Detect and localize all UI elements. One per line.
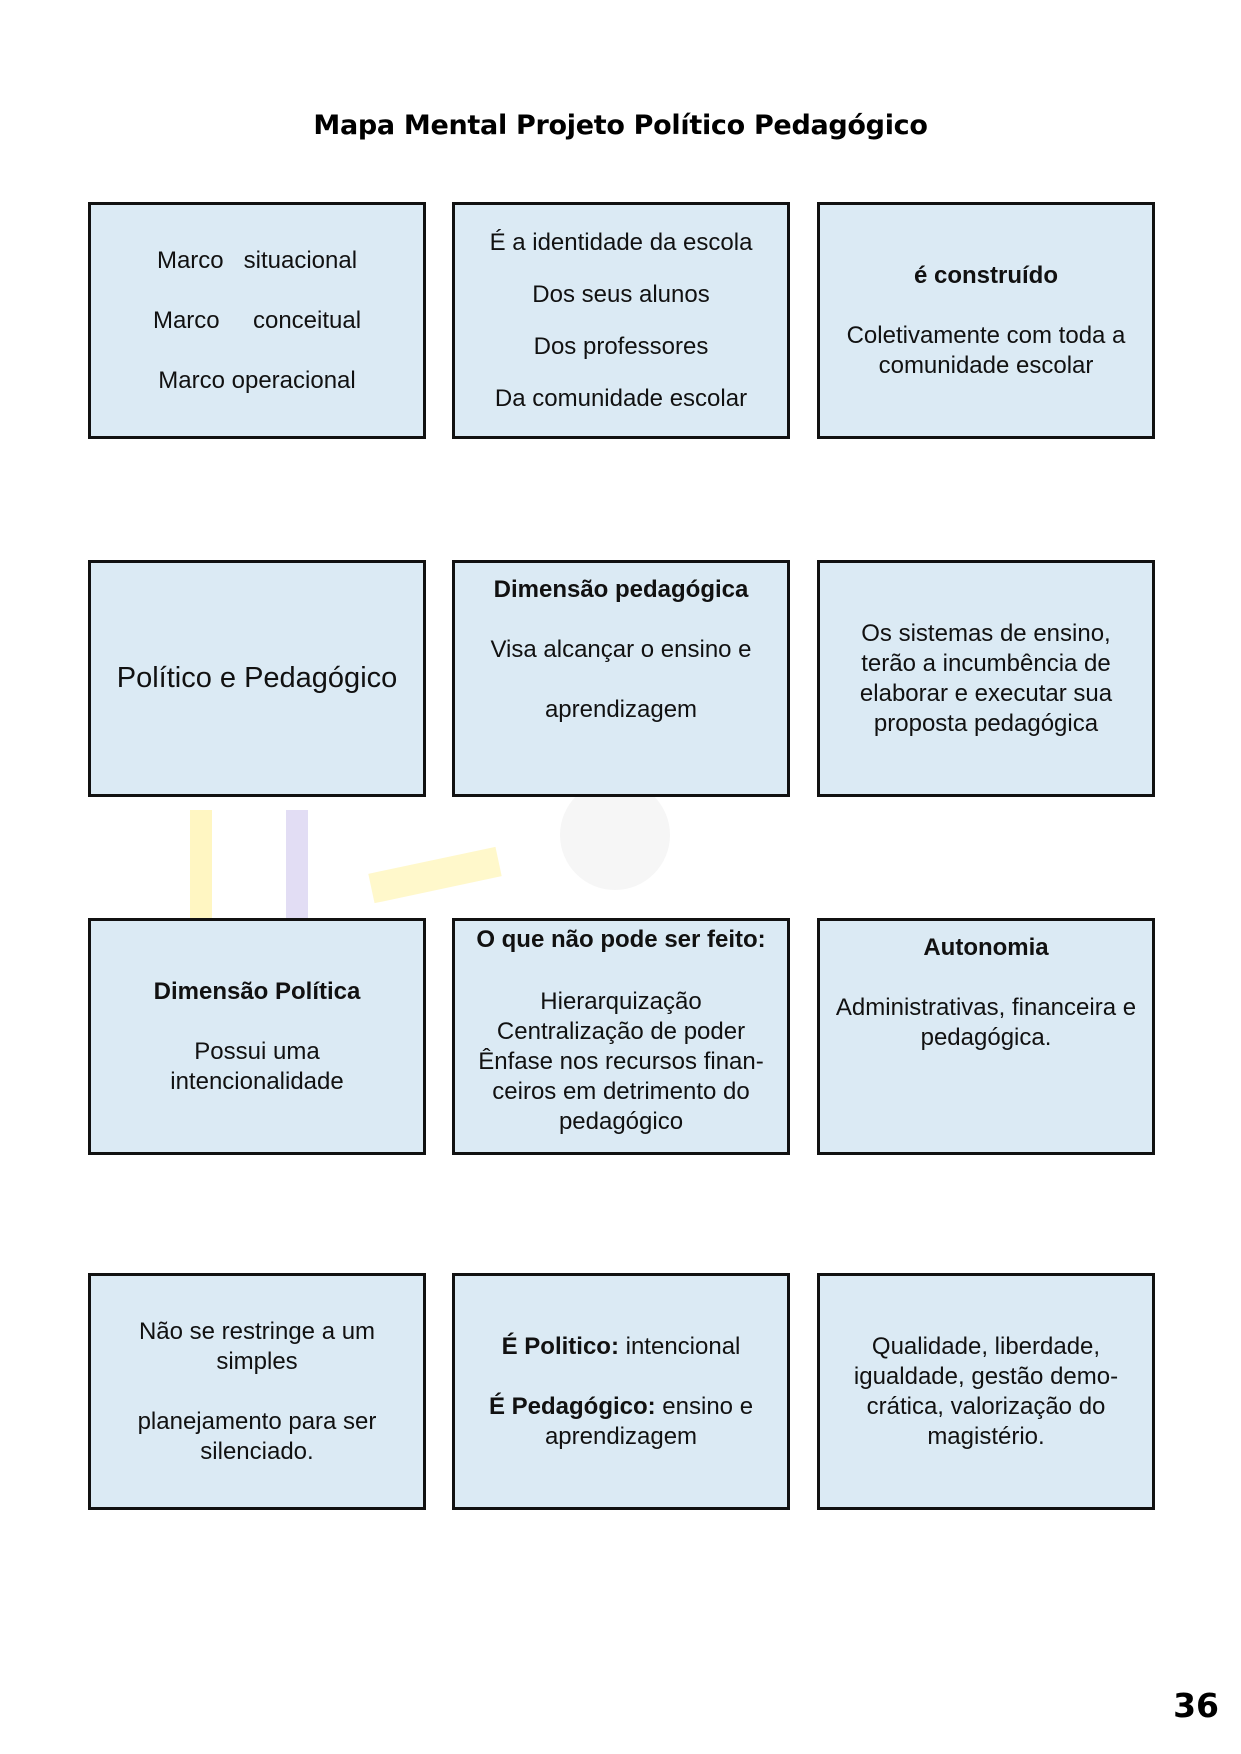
card-line: Dos seus alunos	[532, 280, 710, 308]
card-line: É a identidade da escola	[489, 228, 753, 256]
card-line: Visa alcançar o ensino e	[490, 636, 752, 663]
card-politico-pedagogico	[88, 560, 426, 797]
card-qualidade	[817, 1273, 1155, 1510]
card-text: Político e Pedagógico	[116, 662, 398, 695]
card-text: Possui uma intencionalidade	[170, 1037, 344, 1095]
card-line: Hierarquização	[540, 988, 702, 1015]
card-dimensao-politica	[88, 918, 426, 1155]
pedagogico-label: É Pedagógico:	[488, 1392, 656, 1420]
politico-text: intencional	[618, 1332, 741, 1360]
card-line: Marco situacional	[156, 246, 358, 274]
watermark-figure	[190, 810, 212, 920]
card-text: Os sistemas de ensino, terão a incumbência de elaborar e executar sua proposta pedagógica	[859, 619, 1113, 737]
card-heading: é construído	[913, 261, 1058, 289]
card-line: Ênfase nos recursos finan-ceiros em detrimento do pedagógico	[478, 1048, 764, 1135]
card-heading: Autonomia	[923, 934, 1049, 961]
card-line: aprendizagem	[544, 696, 698, 723]
card-text: Qualidade, liberdade, igualdade, gestão demo-crática, valorização do magistério.	[853, 1332, 1119, 1450]
card-marcos	[88, 202, 426, 439]
card-heading: Dimensão pedagógica	[493, 576, 749, 603]
card-heading: Dimensão Política	[153, 977, 361, 1005]
card-line	[502, 1332, 741, 1362]
card-nao-restringe	[88, 1273, 426, 1510]
card-line: Não se restringe a um simples	[138, 1317, 376, 1375]
card-line: Da comunidade escolar	[494, 384, 748, 412]
card-identidade	[452, 202, 790, 439]
card-autonomia	[817, 918, 1155, 1155]
watermark-figure	[286, 810, 308, 920]
card-line: planejamento para ser silenciado.	[137, 1407, 377, 1465]
card-line: Centralização de poder	[496, 1018, 746, 1045]
card-text: Coletivamente com toda a comunidade escolar	[846, 321, 1126, 379]
watermark-swoosh	[368, 847, 501, 903]
card-e-politico	[452, 1273, 790, 1510]
card-line: Dos professores	[533, 332, 709, 360]
page-title: Mapa Mental Projeto Político Pedagógico	[313, 110, 928, 141]
card-dimensao-pedagogica	[452, 560, 790, 797]
card-construido	[817, 202, 1155, 439]
card-nao-pode	[452, 918, 790, 1155]
card-line: Marco conceitual	[152, 306, 362, 334]
politico-label: É Politico:	[501, 1332, 619, 1360]
card-heading: O que não pode ser feito:	[476, 926, 766, 953]
page-number: 36	[1173, 1686, 1219, 1725]
pedagogico-text: ensino e aprendizagem	[544, 1392, 754, 1450]
card-line	[465, 1392, 777, 1452]
card-sistemas	[817, 560, 1155, 797]
card-line: Marco operacional	[158, 366, 356, 394]
card-text: Administrativas, financeira e pedagógica.	[835, 994, 1137, 1051]
